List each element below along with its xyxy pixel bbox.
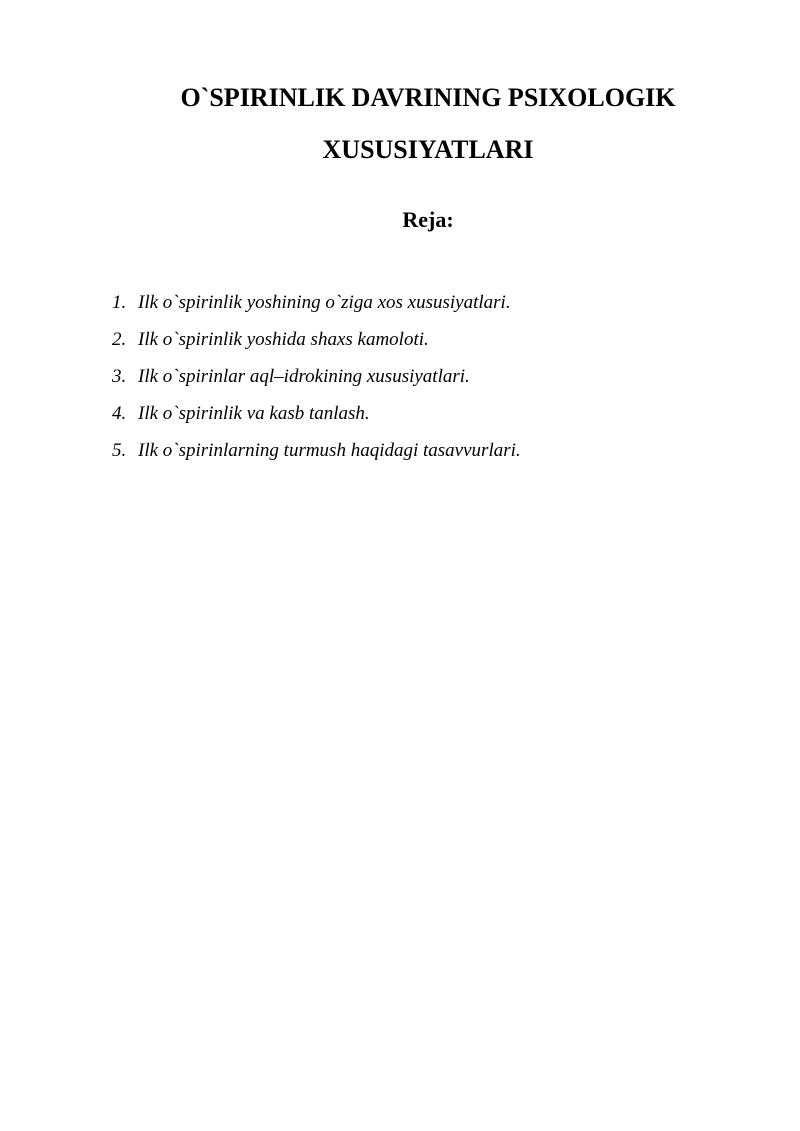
list-item-number: 5. <box>112 440 127 461</box>
list-item-text: Ilk o`spirinlar aql–idrokining xususiyatlari. <box>138 366 470 387</box>
plan-list <box>112 284 752 469</box>
plan-heading: Reja: <box>402 207 454 232</box>
list-item <box>112 432 752 469</box>
list-item <box>112 395 752 432</box>
list-item-text: Ilk o`spirinlik va kasb tanlash. <box>138 403 370 424</box>
document-title <box>0 72 800 176</box>
list-item-number: 1. <box>112 292 127 313</box>
list-item <box>112 321 752 358</box>
list-item-text: Ilk o`spirinlik yoshining o`ziga xos xususiyatlari. <box>138 292 511 313</box>
title-line-2: XUSUSIYATLARI <box>322 135 534 164</box>
list-item-number: 4. <box>112 403 127 424</box>
list-item-number: 2. <box>112 329 127 350</box>
list-item-number: 3. <box>112 366 127 387</box>
list-item <box>112 358 752 395</box>
title-line-1: O`SPIRINLIK DAVRINING PSIXOLOGIK <box>180 83 676 112</box>
list-item-text: Ilk o`spirinlik yoshida shaxs kamoloti. <box>138 329 429 350</box>
list-item <box>112 284 752 321</box>
list-item-text: Ilk o`spirinlarning turmush haqidagi tasavvurlari. <box>138 440 521 461</box>
